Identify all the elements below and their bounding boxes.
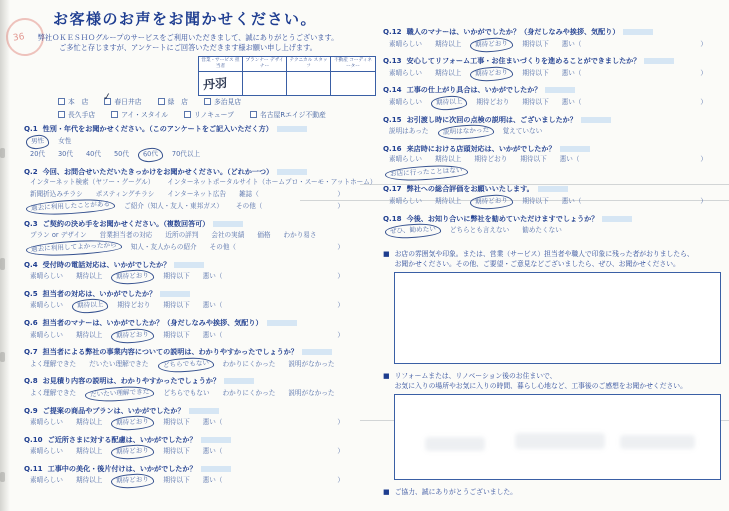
checkbox-icon bbox=[102, 90, 113, 105]
store-label: アイ・スタイル bbox=[121, 111, 169, 119]
question-q15 bbox=[383, 115, 721, 139]
page-title: お客様のお声をお聞かせください。 bbox=[52, 10, 317, 28]
store-label: 長久手店 bbox=[68, 111, 96, 119]
question-text: ご契約の決め手をお聞かせください。（複数回答可） bbox=[42, 218, 210, 228]
selected-option: 期待どおり bbox=[111, 415, 155, 431]
option: 70代以上 bbox=[171, 150, 201, 159]
question-q6 bbox=[24, 318, 358, 342]
highlight-mark bbox=[201, 466, 231, 472]
selected-option: 説明はなかった bbox=[437, 124, 494, 140]
highlight-mark bbox=[560, 146, 590, 152]
question-number: Q.17 bbox=[383, 184, 402, 194]
option: ポスティングチラシ bbox=[95, 189, 155, 198]
option: プラン or デザイン bbox=[30, 230, 87, 239]
selected-option: 男性 bbox=[26, 134, 50, 149]
option: 会社の実績 bbox=[211, 230, 245, 239]
option: 悪い（ bbox=[202, 330, 223, 339]
question-title bbox=[383, 115, 721, 126]
option: ） bbox=[700, 97, 707, 106]
scan-artifact bbox=[0, 352, 5, 362]
question-q18 bbox=[383, 214, 721, 238]
options-row bbox=[24, 241, 358, 255]
option: ） bbox=[337, 476, 344, 485]
ink-bleed-artifact bbox=[515, 433, 605, 449]
square-bullet-icon: ■ bbox=[383, 372, 390, 381]
scan-artifact bbox=[0, 472, 5, 482]
option: 素晴らしい bbox=[30, 272, 63, 281]
option: 期待以上 bbox=[434, 155, 462, 164]
section1-line1: お店の雰囲気や印象。または、営業（サービス）担当者や職人で印象に残った者がおりましたら、 bbox=[394, 249, 694, 258]
option: どちらとも言えない bbox=[449, 226, 510, 235]
question-title bbox=[24, 219, 358, 230]
question-number: Q.1 bbox=[24, 124, 38, 133]
question-text: 担当者の対応は、いかがでしたか？ bbox=[42, 288, 157, 298]
store-label: 春日井店 bbox=[114, 98, 142, 106]
option: 期待以下 bbox=[522, 197, 549, 206]
question-q9 bbox=[24, 406, 358, 430]
selected-option: だいたい理解できた bbox=[85, 385, 155, 402]
question-q17 bbox=[383, 184, 721, 208]
section-heading bbox=[383, 371, 721, 391]
question-title bbox=[383, 214, 721, 225]
comment-box-2 bbox=[394, 394, 721, 480]
question-number: Q.11 bbox=[24, 463, 43, 473]
store-option bbox=[204, 96, 241, 106]
options-row bbox=[383, 154, 721, 166]
question-number: Q.5 bbox=[24, 288, 38, 298]
question-text: 工事中の美化・後片付けは、いかがでしたか？ bbox=[47, 463, 197, 473]
square-bullet-icon: ■ bbox=[383, 488, 390, 497]
option: 素晴らしい bbox=[389, 68, 422, 77]
store-label: 多治見店 bbox=[213, 98, 242, 106]
question-number: Q.9 bbox=[24, 405, 38, 415]
option: 悪い（ bbox=[561, 39, 582, 48]
question-title bbox=[383, 56, 721, 67]
staff-column-header: テクニカル スタッフ bbox=[287, 57, 331, 72]
option: 素晴らしい bbox=[389, 155, 422, 164]
selected-option: 期待どおり bbox=[111, 269, 155, 285]
options-row bbox=[24, 329, 358, 343]
store-label: リノキューブ bbox=[194, 111, 234, 119]
option: ） bbox=[337, 243, 344, 252]
store-option bbox=[111, 109, 168, 119]
options-row bbox=[383, 166, 721, 180]
selected-option: 期待どおり bbox=[111, 328, 155, 344]
option: 素晴らしい bbox=[389, 197, 422, 206]
selected-option: 期待どおり bbox=[111, 473, 155, 489]
question-title bbox=[24, 464, 358, 475]
question-text: 職人のマナーは、いかがでしたか？（身だしなみや挨拶、気配り） bbox=[406, 27, 620, 36]
question-text: 安心してリフォーム工事・お住まいづくりを進めることができましたか？ bbox=[406, 56, 641, 66]
question-text: 今回、お問合せいただいたきっかけをお聞かせください。（どれか一つ） bbox=[42, 166, 274, 176]
option: 悪い（ bbox=[561, 197, 582, 206]
option: 期待以下 bbox=[522, 68, 549, 77]
question-text: 来店時における店頭対応は、いかがでしたか？ bbox=[406, 143, 556, 153]
question-title bbox=[24, 260, 358, 271]
option: 価格 bbox=[257, 230, 271, 239]
question-title bbox=[383, 85, 721, 96]
option: 悪い（ bbox=[202, 272, 223, 281]
highlight-mark bbox=[644, 58, 674, 64]
store-row bbox=[58, 90, 358, 106]
highlight-mark bbox=[623, 29, 653, 35]
store-option bbox=[58, 109, 95, 119]
section2-line1: リフォームまたは、リノベーション後のお住まいで、 bbox=[394, 372, 557, 381]
section-heading bbox=[383, 249, 721, 269]
highlight-mark bbox=[581, 117, 611, 123]
option: 期待以下 bbox=[520, 155, 547, 164]
checkbox-icon bbox=[250, 111, 257, 118]
question-title bbox=[383, 144, 721, 155]
store-option-checked bbox=[102, 90, 142, 106]
option: 近所の評判 bbox=[165, 230, 199, 239]
question-title bbox=[24, 318, 358, 329]
question-text: 受付時の電話対応は、いかがでしたか？ bbox=[42, 259, 171, 269]
free-comment-section-1 bbox=[383, 249, 721, 364]
selected-option: 期待以上 bbox=[431, 95, 468, 110]
question-number: Q.4 bbox=[24, 259, 38, 269]
options-row bbox=[24, 358, 358, 372]
scan-edge-shadow bbox=[0, 0, 10, 511]
section1-line2: お聞かせください。その他、ご要望・ご意見などございましたら、ぜひ、お聞かせください。 bbox=[394, 259, 680, 268]
options-row bbox=[24, 270, 358, 284]
store-option bbox=[184, 109, 234, 119]
question-text: 弊社への総合評価をお願いいたします。 bbox=[406, 184, 534, 194]
question-q14 bbox=[383, 85, 721, 109]
option: 説明がなかった bbox=[288, 359, 335, 368]
question-q11 bbox=[24, 464, 358, 488]
option: 営業担当者の対応 bbox=[99, 230, 153, 239]
stamp-number: 36 bbox=[12, 32, 26, 44]
question-text: 今後、お知り合いに弊社を勧めていただけますでしょうか？ bbox=[406, 213, 599, 223]
options-row bbox=[383, 224, 721, 238]
option: ） bbox=[700, 197, 707, 206]
intro-text bbox=[18, 33, 358, 54]
options-row bbox=[24, 148, 358, 162]
store-row bbox=[58, 109, 358, 119]
option: 素晴らしい bbox=[30, 418, 63, 427]
closing-note bbox=[383, 487, 721, 498]
question-number: Q.3 bbox=[24, 218, 38, 228]
question-q16 bbox=[383, 144, 721, 180]
option: 勧めたくない bbox=[522, 226, 562, 235]
store-option bbox=[250, 109, 326, 119]
intro-line-1: 弊社ＯＫＥＳＨＯグループのサービスをご利用いただきまして、誠にありがとうございます。 bbox=[37, 33, 339, 42]
selected-option: 過去に利用してよかったから bbox=[26, 239, 122, 258]
checkbox-icon bbox=[58, 98, 65, 105]
selected-option: ぜひ、勧めたい bbox=[385, 223, 442, 239]
question-q12 bbox=[383, 27, 721, 51]
options-row bbox=[383, 125, 721, 139]
option: 期待以下 bbox=[163, 301, 190, 310]
staff-entry-cell bbox=[331, 72, 375, 95]
section2-line2: お気に入りの場所やお気に入りの時間、暮らし心地など、工事後のご感想をお聞かせください。 bbox=[394, 382, 687, 391]
question-number: Q.10 bbox=[24, 434, 43, 444]
store-label: 緑 店 bbox=[167, 98, 188, 106]
question-title bbox=[24, 347, 358, 358]
option: 20代 bbox=[30, 150, 45, 159]
staff-entry-cell bbox=[287, 72, 331, 95]
checkbox-icon bbox=[184, 111, 191, 118]
highlight-mark bbox=[302, 349, 332, 355]
option: 期待以下 bbox=[522, 97, 549, 106]
question-number: Q.7 bbox=[24, 347, 38, 357]
option: 素晴らしい bbox=[30, 301, 63, 310]
option: 期待どおり bbox=[117, 301, 151, 310]
ink-bleed-artifact bbox=[620, 435, 695, 449]
question-title bbox=[383, 27, 721, 38]
options-row bbox=[24, 474, 358, 488]
options-row bbox=[383, 96, 721, 110]
option: 悪い（ bbox=[202, 418, 223, 427]
option: 知人・友人からの紹介 bbox=[130, 243, 197, 252]
question-number: Q.6 bbox=[24, 317, 38, 327]
option: 期待以下 bbox=[163, 272, 190, 281]
option: 期待以上 bbox=[75, 418, 103, 427]
option: 30代 bbox=[57, 150, 73, 159]
option: ） bbox=[337, 189, 344, 198]
option: 素晴らしい bbox=[30, 447, 63, 456]
selected-option: 期待どおり bbox=[470, 66, 514, 82]
question-number: Q.13 bbox=[383, 56, 402, 66]
options-row bbox=[383, 67, 721, 81]
question-text: 担当者のマナーは、いかがでしたか？（身だしなみや挨拶、気配り） bbox=[42, 317, 263, 327]
square-bullet-icon: ■ bbox=[383, 249, 390, 258]
question-number: Q.15 bbox=[383, 114, 402, 124]
option: よく理解できた bbox=[30, 359, 77, 368]
selected-option: 期待どおり bbox=[470, 37, 514, 53]
question-title bbox=[24, 167, 358, 178]
highlight-mark bbox=[277, 126, 307, 132]
option: ご紹介（知人・友人・東邦ガス） bbox=[124, 202, 224, 211]
store-label: 本 店 bbox=[68, 98, 89, 106]
question-title bbox=[24, 289, 358, 300]
highlight-mark bbox=[224, 378, 254, 384]
question-text: お見積り内容の説明は、わかりやすかったでしょうか？ bbox=[42, 376, 221, 386]
option: 期待以上 bbox=[434, 39, 462, 48]
option: 期待以上 bbox=[75, 447, 103, 456]
option: 40代 bbox=[85, 150, 101, 159]
option: 雑誌（ bbox=[239, 189, 259, 198]
staff-column-header: プランナー デザイナー bbox=[243, 57, 287, 72]
option: 悪い（ bbox=[561, 68, 582, 77]
option: 50代 bbox=[113, 150, 129, 159]
option: ） bbox=[337, 330, 344, 339]
question-title bbox=[24, 406, 358, 417]
handwritten-name: 丹羽 bbox=[203, 75, 227, 93]
option: 素晴らしい bbox=[389, 97, 422, 106]
option: 期待以上 bbox=[434, 197, 462, 206]
option: 期待以上 bbox=[434, 68, 462, 77]
question-q13 bbox=[383, 56, 721, 80]
question-q1 bbox=[24, 124, 358, 162]
option: インターネット検索（ヤフー・グーグル） bbox=[30, 178, 155, 187]
option: 期待以下 bbox=[163, 447, 190, 456]
option: わかり易さ bbox=[283, 230, 317, 239]
question-number: Q.8 bbox=[24, 376, 38, 386]
highlight-mark bbox=[189, 408, 219, 414]
question-number: Q.12 bbox=[383, 27, 402, 36]
scan-artifact bbox=[0, 258, 5, 270]
selected-option: 期待どおり bbox=[111, 444, 155, 460]
option: 悪い（ bbox=[561, 97, 582, 106]
options-row bbox=[24, 189, 358, 201]
store-label: 名古屋Rエイジ不動産 bbox=[259, 111, 326, 119]
option: 悪い（ bbox=[559, 155, 580, 164]
question-number: Q.16 bbox=[383, 143, 402, 153]
option: ） bbox=[337, 272, 344, 281]
highlight-mark bbox=[545, 87, 575, 93]
option: 悪い（ bbox=[202, 447, 223, 456]
question-title bbox=[383, 184, 721, 195]
option: 期待以下 bbox=[163, 476, 190, 485]
checkbox-icon bbox=[158, 98, 165, 105]
option: わかりにくかった bbox=[222, 388, 276, 397]
selected-option: お店に行ったことはない bbox=[385, 164, 468, 182]
question-text: 工事の仕上がり具合は、いかがでしたか？ bbox=[406, 85, 542, 95]
option: 期待以上 bbox=[75, 272, 103, 281]
scan-artifact bbox=[0, 148, 5, 158]
question-number: Q.18 bbox=[383, 213, 402, 223]
option: 期待以下 bbox=[522, 39, 549, 48]
option: わかりにくかった bbox=[222, 359, 276, 368]
question-text: ご提案の商品やプランは、いかがでしたか？ bbox=[42, 405, 185, 415]
question-text: 性別・年代をお聞かせください。（このアンケートをご記入いただく方） bbox=[42, 124, 273, 133]
checkbox-icon bbox=[111, 111, 118, 118]
options-row bbox=[24, 387, 358, 401]
question-text: お引渡し時に次回の点検の説明は、ございましたか？ bbox=[406, 114, 577, 124]
option: インターネットポータルサイト（ホームプロ・スーモ・アットホーム） bbox=[167, 178, 377, 187]
option: ） bbox=[337, 202, 344, 211]
options-row bbox=[24, 299, 358, 313]
selected-option: 期待どおり bbox=[470, 194, 514, 210]
option: よく理解できた bbox=[30, 388, 77, 397]
question-q8 bbox=[24, 376, 358, 400]
highlight-mark bbox=[201, 437, 231, 443]
highlight-mark bbox=[160, 291, 190, 297]
option: その他（ bbox=[209, 243, 237, 252]
selected-option: 期待以上 bbox=[72, 299, 109, 314]
options-row bbox=[24, 135, 358, 149]
option: 説明がなかった bbox=[288, 388, 335, 397]
ink-bleed-artifact bbox=[425, 437, 485, 451]
staff-entry-cell bbox=[199, 72, 243, 95]
question-q5 bbox=[24, 289, 358, 313]
option: 期待以下 bbox=[163, 418, 190, 427]
option: 素晴らしい bbox=[30, 476, 63, 485]
comment-box-1 bbox=[394, 272, 721, 364]
option: 素晴らしい bbox=[389, 39, 422, 48]
selected-option: どちらでもない bbox=[157, 356, 214, 372]
store-option bbox=[58, 96, 88, 106]
option: 期待どおり bbox=[474, 155, 508, 164]
staff-entry-cell bbox=[243, 72, 287, 95]
options-row bbox=[383, 195, 721, 209]
option: 期待どおり bbox=[476, 97, 510, 106]
options-row bbox=[24, 230, 358, 242]
highlight-mark bbox=[267, 320, 297, 326]
option: だいたい理解できた bbox=[89, 359, 149, 368]
highlight-mark bbox=[602, 216, 632, 222]
questions-column-right bbox=[383, 27, 721, 498]
option: 悪い（ bbox=[202, 301, 223, 310]
option: どちらでもない bbox=[163, 388, 210, 397]
option: 期待以上 bbox=[75, 476, 103, 485]
question-title bbox=[24, 124, 358, 135]
question-q7 bbox=[24, 347, 358, 371]
option: 新聞折込みチラシ bbox=[30, 189, 83, 198]
selected-option: 過去に利用したことがある bbox=[26, 198, 116, 216]
option: ） bbox=[700, 68, 707, 77]
options-row bbox=[24, 177, 377, 189]
option: 説明はあった bbox=[389, 127, 429, 136]
options-row bbox=[383, 38, 721, 52]
option: ） bbox=[337, 447, 344, 456]
store-option bbox=[158, 96, 188, 106]
question-q3 bbox=[24, 219, 358, 255]
highlight-mark bbox=[538, 186, 568, 192]
question-text: ご近所さまに対する配慮は、いかがでしたか？ bbox=[47, 434, 197, 444]
checkbox-icon bbox=[204, 98, 211, 105]
selected-option: 60代 bbox=[138, 148, 164, 163]
option: その他（ bbox=[236, 202, 263, 211]
question-q10 bbox=[24, 435, 358, 459]
option: 期待以下 bbox=[163, 330, 190, 339]
highlight-mark bbox=[174, 262, 204, 268]
question-number: Q.14 bbox=[383, 85, 402, 95]
question-text: 担当者による弊社の事業内容についての説明は、わかりやすかったでしょうか？ bbox=[42, 347, 298, 357]
option: 素晴らしい bbox=[30, 330, 63, 339]
option: ） bbox=[337, 301, 344, 310]
option: ） bbox=[337, 418, 344, 427]
option: 女性 bbox=[58, 136, 72, 145]
question-q2 bbox=[24, 166, 377, 214]
store-checkbox-group bbox=[58, 90, 358, 122]
highlight-mark bbox=[277, 169, 307, 175]
question-title bbox=[24, 376, 358, 387]
options-row bbox=[24, 416, 358, 430]
question-q4 bbox=[24, 260, 358, 284]
handwritten-check-icon: ✓ bbox=[102, 90, 113, 104]
free-comment-section-2 bbox=[383, 371, 721, 480]
checkbox-icon bbox=[58, 111, 65, 118]
options-row bbox=[24, 445, 358, 459]
question-title bbox=[24, 435, 358, 446]
option: 覚えていない bbox=[502, 127, 543, 136]
options-row bbox=[24, 200, 358, 214]
question-number: Q.2 bbox=[24, 166, 38, 176]
option: 期待以上 bbox=[75, 330, 103, 339]
staff-table bbox=[198, 56, 376, 96]
option: ） bbox=[700, 155, 707, 164]
closing-text: ご協力、誠にありがとうございました。 bbox=[394, 488, 517, 497]
option: インターネット広告 bbox=[167, 189, 227, 198]
option: ） bbox=[700, 39, 707, 48]
intro-line-2: ご多忙と存じますが、アンケートにご回答いただきます様お願い申し上げます。 bbox=[59, 43, 317, 53]
highlight-mark bbox=[213, 221, 243, 227]
staff-column-header: 不動産 コーディネーター bbox=[331, 57, 375, 72]
staff-column-header: 営業・サービス 担当者 bbox=[199, 57, 243, 72]
option: 悪い（ bbox=[202, 476, 223, 485]
questions-column-left bbox=[24, 124, 377, 493]
